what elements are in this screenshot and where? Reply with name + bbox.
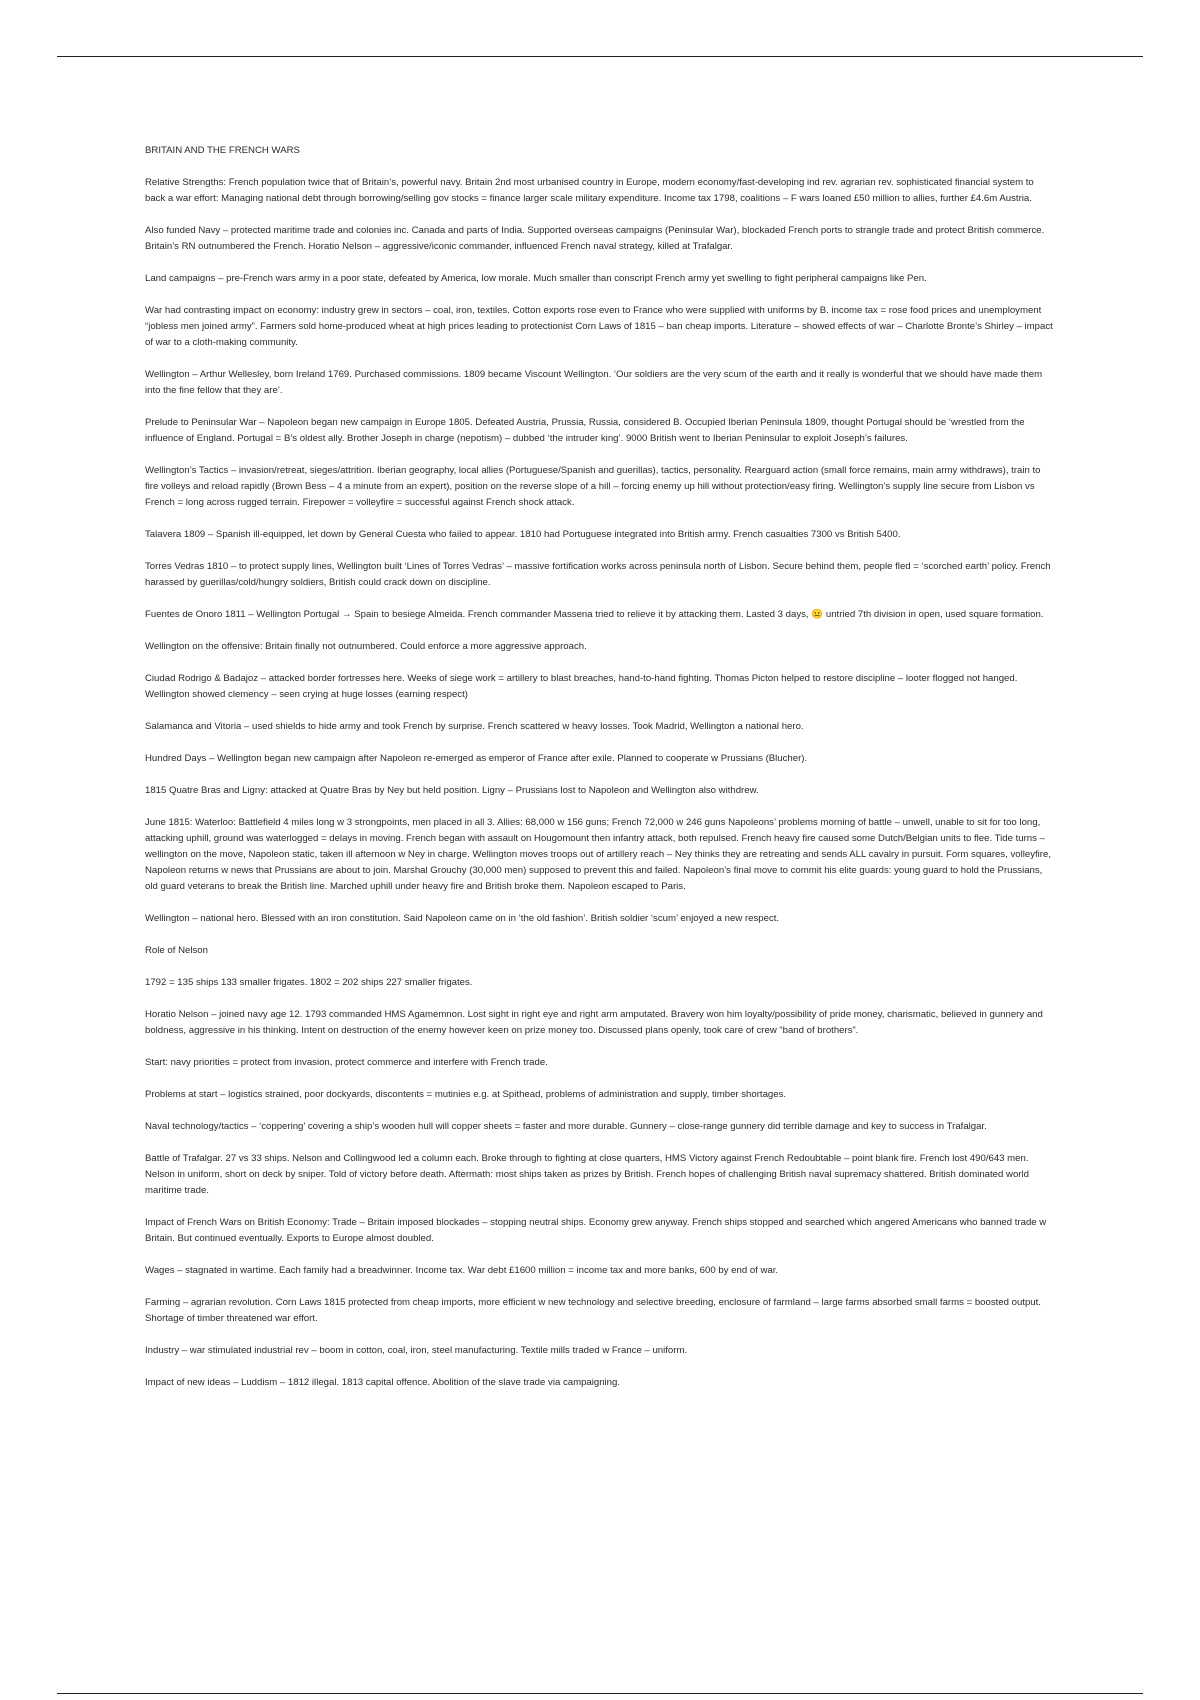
paragraph-wellington-tactics: Wellington’s Tactics – invasion/retreat, sieges/attrition. Iberian geography, local allies (Portuguese/Spanish and guerillas), tactics, personality. Rearguard action (small force remains, main army withdraws), train to fire volleys and reload rapidly (Brown Bess – 4 a minute from an expert), position on the reverse slope of a hill – forcing enemy up hill without protection/easy firing. Wellington’s supply line secure from Lisbon vs French = long across rugged terrain. Firepower = volleyfire = successful against French shock attack. bbox=[145, 465, 1041, 508]
footer-rule bbox=[57, 1693, 1143, 1694]
paragraph-wellington: Wellington – Arthur Wellesley, born Ireland 1769. Purchased commissions. 1809 became Viscount Wellington. ‘Our soldiers are the very scum of the earth and it really is wonderful that we should have made them into the fine fellow that they are’. bbox=[145, 369, 1043, 396]
paragraph-land-campaigns: Land campaigns – pre-French wars army in a poor state, defeated by America, low morale. Much smaller than conscript French army yet swelling to fight peripheral campaigns like Pen. bbox=[145, 273, 927, 284]
paragraph-horatio-nelson: Horatio Nelson – joined navy age 12. 1793 commanded HMS Agamemnon. Lost sight in right eye and right arm amputated. Bravery won him loyalty/possibility of pride money, charismatic, believed in gunnery and boldness, aggressive in his thinking. Intent on destruction of the enemy however keen on prize money too. Discussed plans openly, took care of crew “band of brothers”. bbox=[145, 1009, 1043, 1036]
paragraph-ciudad-rodrigo: Ciudad Rodrigo & Badajoz – attacked border fortresses here. Weeks of siege work = artillery to blast breaches, hand-to-hand fighting. Thomas Picton helped to restore discipline – looter flogged not hanged. Wellington showed clemency – seen crying at huge losses (earning respect) bbox=[145, 673, 1018, 700]
paragraph-fuentes-de-onoro: Fuentes de Onoro 1811 – Wellington Portugal → Spain to besiege Almeida. French commander Massena tried to relieve it by attacking them. Lasted 3 days, 😐 untried 7th division in open, used square formation. bbox=[145, 609, 1044, 620]
paragraph-torres-vedras: Torres Vedras 1810 – to protect supply lines, Wellington built ‘Lines of Torres Vedras’ – massive fortification works across peninsula north of Lisbon. Secure behind them, people fled = ‘scorched earth’ policy. French harassed by guerillas/cold/hungry soldiers, British could crack down on discipline. bbox=[145, 561, 1051, 588]
paragraph-navy-funding: Also funded Navy – protected maritime trade and colonies inc. Canada and parts of India. Supported overseas campaigns (Peninsular War), blockaded French ports to strangle trade and protect British commerce. Britain’s RN outnumbered the French. Horatio Nelson – aggressive/iconic commander, influenced French naval strategy, killed at Trafalgar. bbox=[145, 225, 1045, 252]
paragraph-quatre-bras: 1815 Quatre Bras and Ligny: attacked at Quatre Bras by Ney but held position. Ligny – Prussians lost to Napoleon and Wellington also withdrew. bbox=[145, 785, 759, 796]
paragraph-farming: Farming – agrarian revolution. Corn Laws 1815 protected from cheap imports, more efficient w new technology and selective breeding, enclosure of farmland – large farms absorbed small farms = boosted output. Shortage of timber threatened war effort. bbox=[145, 1297, 1041, 1324]
paragraph-wellington-offensive: Wellington on the offensive: Britain finally not outnumbered. Could enforce a more aggressive approach. bbox=[145, 641, 587, 652]
paragraph-peninsular-prelude: Prelude to Peninsular War – Napoleon began new campaign in Europe 1805. Defeated Austria, Prussia, Russia, considered B. Occupied Iberian Peninsula 1809, thought Portugal should be ‘wrestled from the influence of England. Portugal = B’s oldest ally. Brother Joseph in charge (nepotism) – dubbed ‘the intruder king’. 9000 British went to Iberian Peninsular to exploit Joseph’s failures. bbox=[145, 417, 1025, 444]
paragraph-national-hero: Wellington – national hero. Blessed with an iron constitution. Said Napoleon came on in ‘the old fashion’. British soldier ‘scum’ enjoyed a new respect. bbox=[145, 913, 780, 924]
paragraph-talavera: Talavera 1809 – Spanish ill-equipped, let down by General Cuesta who failed to appear. 1810 had Portuguese integrated into British army. French casualties 7300 vs British 5400. bbox=[145, 529, 901, 540]
paragraph-new-ideas: Impact of new ideas – Luddism – 1812 illegal. 1813 capital offence. Abolition of the slave trade via campaigning. bbox=[145, 1377, 621, 1388]
paragraph-industry: Industry – war stimulated industrial rev – boom in cotton, coal, iron, steel manufacturing. Textile mills traded w France – uniform. bbox=[145, 1345, 688, 1356]
paragraph-wages: Wages – stagnated in wartime. Each family had a breadwinner. Income tax. War debt £1600 million = income tax and more banks, 600 by end of war. bbox=[145, 1265, 779, 1276]
paragraph-waterloo: June 1815: Waterloo: Battlefield 4 miles long w 3 strongpoints, men placed in all 3. Allies: 68,000 w 156 guns; French 72,000 w 246 guns Napoleons’ problems morning of battle – unwell, unable to sit for too long, attacking uphill, ground was waterlogged = delays in moving. French began with assault on Hougomount then infantry attack, both repulsed. French heavy fire caused some Dutch/Belgian units to flee. Tide turns – wellington on the move, Napoleon static, taken ill afternoon w Ney in charge. Wellington moves troops out of artillery reach – Ney thinks they are retreating and sends ALL cavalry in pursuit. Form squares, volleyfire, Napoleon returns w news that Prussians are about to join. Marshal Grouchy (30,000 men) supposed to prevent this and failed. Napoleon’s final move to commit his elite guards: young guard to hold the Prussians, old guard veterans to break the British line. Marched uphill under heavy fire and British broke them. Napoleon escaped to Paris. bbox=[145, 817, 1051, 892]
paragraph-trafalgar: Battle of Trafalgar. 27 vs 33 ships. Nelson and Collingwood led a column each. Broke through to fighting at close quarters, HMS Victory against French Redoubtable – point blank fire. French lost 490/643 men. Nelson in uniform, short on deck by sniper. Told of victory before death. Aftermath: most ships taken as prizes by British. French hopes of challenging British naval supremacy shattered. British dominated world maritime trade. bbox=[145, 1153, 1029, 1196]
document-body bbox=[145, 143, 1055, 1407]
header-rule bbox=[57, 56, 1143, 57]
paragraph-hundred-days: Hundred Days – Wellington began new campaign after Napoleon re-emerged as emperor of France after exile. Planned to cooperate w Prussians (Blucher). bbox=[145, 753, 808, 764]
document-title: BRITAIN AND THE FRENCH WARS bbox=[145, 145, 300, 156]
paragraph-problems-at-start: Problems at start – logistics strained, poor dockyards, discontents = mutinies e.g. at Spithead, problems of administration and supply, timber shortages. bbox=[145, 1089, 787, 1100]
paragraph-economy-trade: Impact of French Wars on British Economy: Trade – Britain imposed blockades – stopping neutral ships. Economy grew anyway. French ships stopped and searched which angered Americans who banned trade w Britain. But continued eventually. Exports to Europe almost doubled. bbox=[145, 1217, 1047, 1244]
paragraph-salamanca-vitoria: Salamanca and Vitoria – used shields to hide army and took French by surprise. French scattered w heavy losses. Took Madrid, Wellington a national hero. bbox=[145, 721, 804, 732]
section-heading-role-of-nelson: Role of Nelson bbox=[145, 945, 208, 956]
paragraph-economy-impact: War had contrasting impact on economy: industry grew in sectors – coal, iron, textiles. Cotton exports rose even to France who were supplied with uniforms by B. income tax = rose food prices and unemployment “jobless men joined army”. Farmers sold home-produced wheat at high prices leading to protectionist Corn Laws of 1815 – ban cheap imports. Literature – showed effects of war – Charlotte Bronte’s Shirley – impact of war to a cloth-making community. bbox=[145, 305, 1053, 348]
paragraph-navy-priorities: Start: navy priorities = protect from invasion, protect commerce and interfere with French trade. bbox=[145, 1057, 548, 1068]
paragraph-relative-strengths: Relative Strengths: French population twice that of Britain’s, powerful navy. Britain 2nd most urbanised country in Europe, modern economy/fast-developing ind rev. agrarian rev. sophisticated financial system to back a war effort: Managing national debt through borrowing/selling gov stocks = finance larger scale military expenditure. Income tax 1798, coalitions – F wars loaned £50 million to allies, further £4.6m Austria. bbox=[145, 177, 1034, 204]
paragraph-ship-counts: 1792 = 135 ships 133 smaller frigates. 1802 = 202 ships 227 smaller frigates. bbox=[145, 977, 473, 988]
paragraph-naval-technology: Naval technology/tactics – ‘coppering’ covering a ship’s wooden hull will copper sheets = faster and more durable. Gunnery – close-range gunnery did terrible damage and key to success in Trafalgar. bbox=[145, 1121, 987, 1132]
